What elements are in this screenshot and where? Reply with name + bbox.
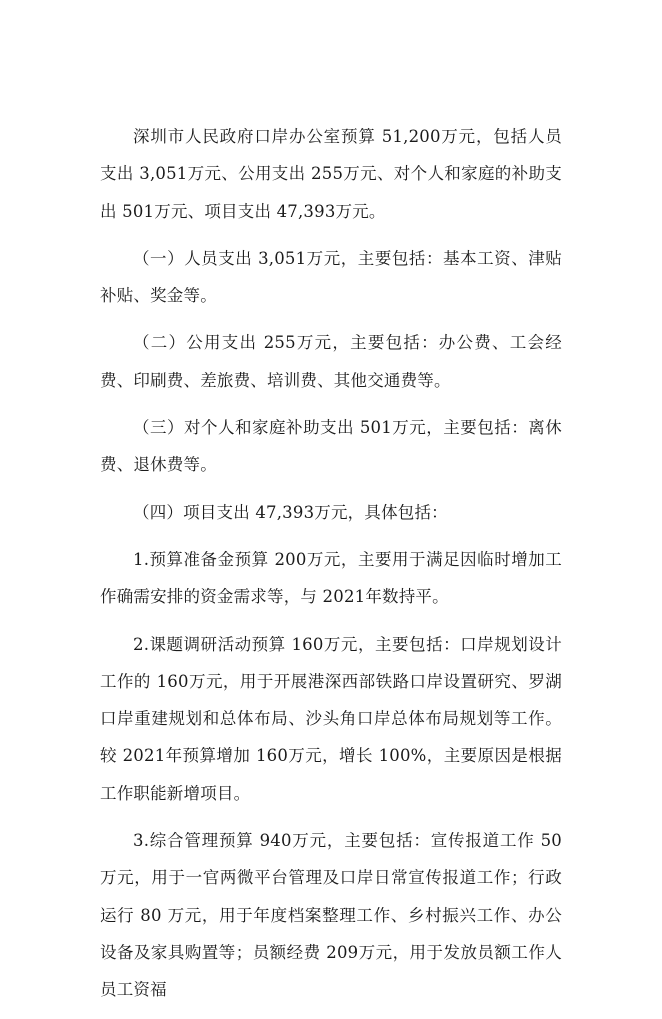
paragraph-research-activities: 2.课题调研活动预算 160万元，主要包括：口岸规划设计工作的 160万元，用于开展港深西部铁路口岸设置研究、罗湖口岸重建规划和总体布局、沙头角口岸总体布局规划等工作。较 2021年预算增加 160万元，增长 100%，主要原因是根据工作职能新增项目。 [100, 634, 562, 803]
paragraph-public-expenditure: （二）公用支出 255万元，主要包括：办公费、工会经费、印刷费、差旅费、培训费、其他交通费等。 [100, 333, 562, 390]
paragraph-project-expenditure: （四）项目支出 47,393万元，具体包括： [133, 502, 448, 522]
paragraph-personnel-expenditure: （一）人员支出 3,051万元，主要包括：基本工资、津贴补贴、奖金等。 [100, 248, 562, 306]
document-body [100, 118, 562, 1019]
paragraph-general-management: 3.综合管理预算 940万元，主要包括：宣传报道工作 50万元，用于一官两微平台管理及口岸日常宣传报道工作；行政运行 80 万元，用于年度档案整理工作、乡村振兴工作、办公设备及家具购置等；员额经费 209万元，用于发放员额工作人员工资福 [100, 831, 562, 1000]
paragraph-household-subsidy: （三）对个人和家庭补助支出 501万元，主要包括：离休费、退休费等。 [100, 418, 562, 475]
paragraph-budget-summary: 深圳市人民政府口岸办公室预算 51,200万元，包括人员支出 3,051万元、公用支出 255万元、对个人和家庭的补助支出 501万元、项目支出 47,393万元。 [100, 127, 562, 221]
paragraph-reserve-fund: 1.预算准备金预算 200万元，主要用于满足因临时增加工作确需安排的资金需求等，与 2021年数持平。 [100, 549, 562, 607]
